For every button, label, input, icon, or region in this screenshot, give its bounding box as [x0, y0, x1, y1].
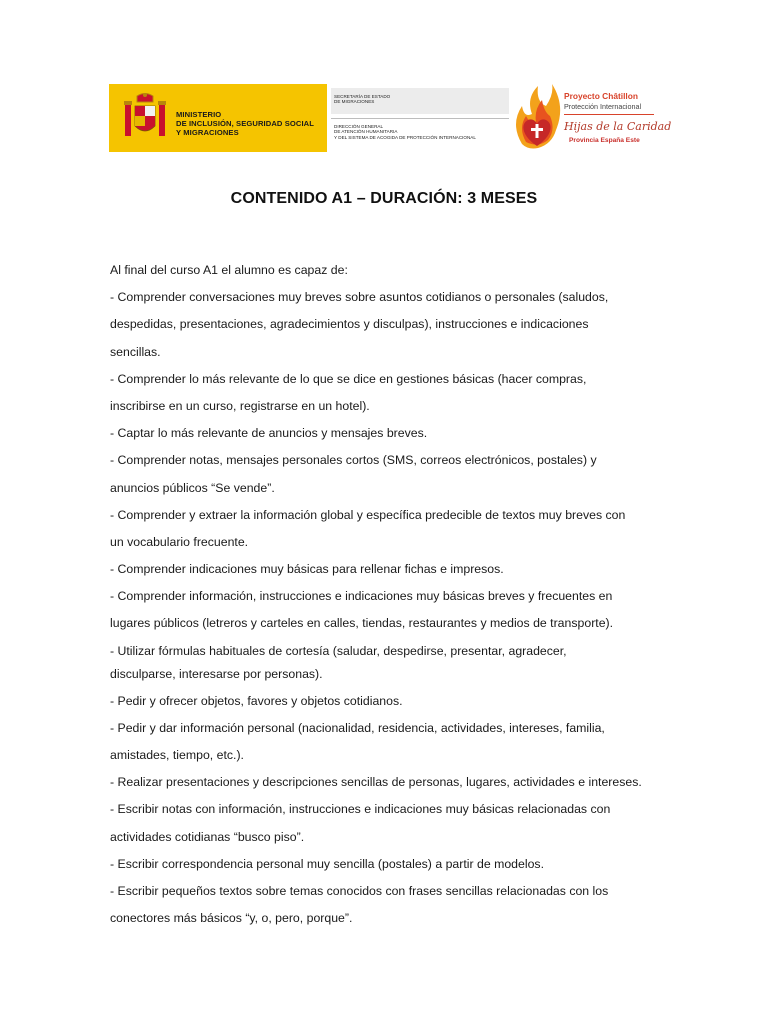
flame-heart-icon: [512, 84, 562, 152]
chatillon-logo: [512, 84, 672, 152]
body-line: - Comprender información, instrucciones e indicaciones muy básicas breves y frecuentes en: [110, 589, 613, 604]
body-line: despedidas, presentaciones, agradecimientos y disculpas), instrucciones e indicaciones: [110, 317, 589, 332]
document-title: CONTENIDO A1 – DURACIÓN: 3 MESES: [230, 190, 538, 207]
body-line: Al final del curso A1 el alumno es capaz de:: [110, 263, 348, 277]
body-line: actividades cotidianas “busco piso”.: [110, 829, 305, 844]
secretaria-name: [334, 94, 390, 105]
provincia-text: Provincia España Este: [569, 137, 640, 144]
direccion-line: DE ATENCIÓN HUMANITARIA: [334, 129, 398, 135]
body-line: - Escribir pequeños textos sobre temas conocidos con frases sencillas relacionadas con los: [110, 883, 609, 898]
body-line: sencillas.: [110, 344, 161, 359]
body-line: - Utilizar fórmulas habituales de cortesía (saludar, despedirse, presentar, agradecer,: [110, 643, 567, 658]
document-header: [109, 84, 672, 152]
body-line: - Captar lo más relevante de anuncios y mensajes breves.: [110, 426, 428, 441]
spain-coat-of-arms-icon: [119, 92, 171, 144]
ministry-line: MINISTERIO: [176, 110, 222, 119]
body-line: anuncios públicos “Se vende”.: [110, 480, 275, 495]
hijas-caridad-logo-text: Hijas de la Caridad: [564, 120, 672, 133]
ministry-logo: [109, 84, 327, 152]
ministry-line: Y MIGRACIONES: [176, 128, 239, 137]
secretaria-line: DE MIGRACIONES: [334, 99, 375, 105]
direccion-name: [334, 124, 476, 140]
body-line: - Pedir y ofrecer objetos, favores y objetos cotidianos.: [110, 693, 403, 708]
project-title: Proyecto Châtillon: [564, 91, 638, 101]
document-body: [110, 257, 670, 932]
body-line: - Comprender lo más relevante de lo que se dice en gestiones básicas (hacer compras,: [110, 371, 587, 386]
direccion-line: DIRECCIÓN GENERAL: [334, 124, 384, 129]
body-line: - Escribir correspondencia personal muy sencilla (postales) a partir de modelos.: [110, 856, 544, 871]
direccion-line: Y DEL SISTEMA DE ACOGIDA DE PROTECCIÓN INTERNACIONAL: [334, 134, 476, 140]
body-line: un vocabulario frecuente.: [110, 534, 249, 549]
body-line: inscribirse en un curso, registrarse en un hotel).: [110, 398, 370, 413]
body-line: amistades, tiempo, etc.).: [110, 748, 244, 762]
divider: [564, 114, 654, 115]
body-line: disculparse, interesarse por personas).: [110, 666, 323, 681]
body-line: - Comprender indicaciones muy básicas para rellenar fichas e impresos.: [110, 562, 504, 577]
body-line: - Escribir notas con información, instrucciones e indicaciones muy básicas relacionadas con: [110, 802, 611, 817]
project-subtitle: Protección Internacional: [564, 102, 642, 111]
ministry-name: [176, 110, 314, 137]
secretaria-block: [327, 84, 512, 152]
body-line: - Comprender y extraer la información global y específica predecible de textos muy breves con: [110, 507, 626, 522]
body-line: - Realizar presentaciones y descripciones sencillas de personas, lugares, actividades e intereses.: [110, 775, 642, 790]
body-line: conectores más básicos “y, o, pero, porque”.: [110, 911, 353, 926]
body-line: - Pedir y dar información personal (nacionalidad, residencia, actividades, intereses, familia,: [110, 720, 605, 735]
body-line: - Comprender notas, mensajes personales cortos (SMS, correos electrónicos, postales) y: [110, 453, 597, 468]
body-line: - Comprender conversaciones muy breves sobre asuntos cotidianos o personales (saludos,: [110, 290, 609, 305]
divider: [331, 118, 509, 119]
secretaria-line: SECRETARÍA DE ESTADO: [334, 94, 391, 99]
body-line: lugares públicos (letreros y carteles en calles, tiendas, restaurantes y medios de transporte).: [110, 616, 614, 631]
ministry-line: DE INCLUSIÓN, SEGURIDAD SOCIAL: [176, 119, 315, 128]
